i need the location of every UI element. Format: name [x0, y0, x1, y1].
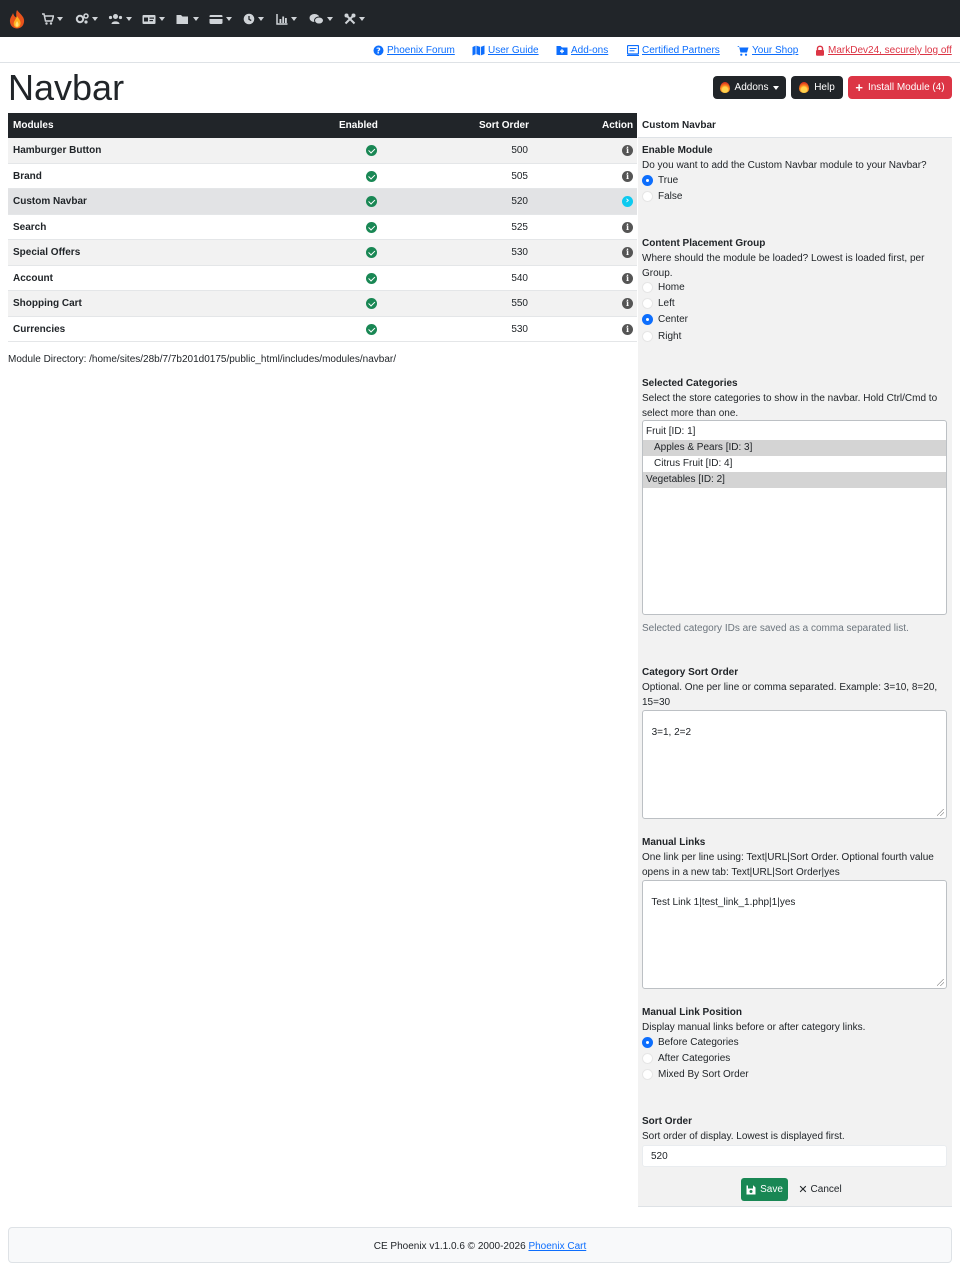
footer-copyright: CE Phoenix v1.1.0.6 © 2000-2026: [373, 1241, 526, 1252]
categories-help-text: Selected category IDs are saved as a comma separated list.: [642, 623, 909, 634]
certified-partners-link[interactable]: Certified Partners: [627, 45, 720, 56]
clock-icon: [243, 13, 255, 25]
category-sort-order-description-cont: 15=30: [642, 697, 671, 708]
selected-categories-description-cont: select more than one.: [642, 408, 739, 419]
check-circle-icon: [366, 196, 377, 207]
chevron-down-icon: [359, 17, 365, 21]
module-sort-order: 500: [511, 145, 528, 156]
manual-links-label: Manual Links: [642, 837, 706, 848]
category-option-selected[interactable]: Apples & Pears [ID: 3]: [643, 440, 946, 456]
radio-unchecked-icon: [642, 282, 653, 293]
category-sort-order-label: Category Sort Order: [642, 667, 739, 678]
info-circle-icon[interactable]: i: [622, 324, 633, 335]
selected-categories-label: Selected Categories: [642, 378, 738, 389]
module-name: Special Offers: [13, 247, 81, 258]
sort-order-input[interactable]: 520: [642, 1145, 947, 1167]
module-sort-order: 530: [511, 323, 528, 335]
info-circle-icon[interactable]: i: [622, 171, 633, 182]
module-sort-order: 505: [511, 170, 528, 182]
placement-left-radio[interactable]: Left: [642, 298, 675, 309]
link-position-mixed-radio[interactable]: Mixed By Sort Order: [642, 1069, 749, 1080]
cogs-icon: [75, 13, 89, 25]
cancel-button[interactable]: ✕ Cancel: [798, 1184, 842, 1196]
chevron-down-icon: [773, 86, 779, 90]
panel-divider: [638, 1206, 952, 1207]
lock-icon: [815, 45, 825, 56]
module-directory: Module Directory: /home/sites/28b/7/7b201d0175/public_html/includes/modules/navbar/: [8, 354, 397, 365]
tools-icon: [344, 13, 356, 25]
page-footer: [8, 1227, 952, 1263]
id-card-icon: [142, 14, 156, 25]
check-circle-icon: [366, 145, 377, 156]
category-option[interactable]: Citrus Fruit [ID: 4]: [654, 458, 733, 469]
column-header-sort-order: Sort Order: [479, 120, 530, 131]
save-button[interactable]: Save: [741, 1178, 788, 1201]
module-sort-order: 550: [511, 298, 528, 309]
comments-icon: [309, 13, 324, 25]
enable-module-description: Do you want to add the Custom Navbar module to your Navbar?: [642, 160, 927, 171]
folder-icon: [176, 14, 190, 25]
check-circle-icon: [366, 171, 377, 182]
check-circle-icon: [366, 324, 377, 335]
module-name: Account: [13, 272, 53, 284]
table-row-selected[interactable]: [8, 189, 637, 215]
table-row[interactable]: [8, 291, 637, 317]
info-circle-icon[interactable]: i: [622, 222, 633, 233]
radio-checked-icon: [642, 314, 653, 325]
cart-icon: [42, 13, 54, 25]
placement-right-radio[interactable]: Right: [642, 331, 681, 342]
table-row[interactable]: [8, 138, 637, 164]
floppy-disk-icon: [746, 1185, 756, 1195]
manual-links-description-cont: opens in a new tab: Text|URL|Sort Order|yes: [642, 867, 840, 878]
user-guide-link[interactable]: User Guide: [472, 45, 539, 56]
users-icon: [108, 13, 123, 25]
svg-text:?: ?: [376, 46, 381, 56]
addons-dropdown-button[interactable]: Addons: [713, 76, 786, 99]
module-name: Currencies: [13, 323, 66, 335]
history-menu[interactable]: [243, 11, 264, 27]
install-module-button[interactable]: + Install Module (4): [848, 76, 952, 99]
chevron-down-icon: [291, 17, 297, 21]
placement-group-label: Content Placement Group: [642, 238, 766, 249]
selected-categories-description: Select the store categories to show in the navbar. Hold Ctrl/Cmd to: [642, 393, 938, 404]
chevron-down-icon: [57, 17, 63, 21]
top-navbar: [0, 0, 960, 37]
module-name: Shopping Cart: [13, 298, 82, 309]
radio-unchecked-icon: [642, 298, 653, 309]
resize-handle-icon[interactable]: [937, 809, 944, 816]
info-circle-icon[interactable]: i: [622, 145, 633, 156]
manual-links-description: One link per line using: Text|URL|Sort Order. Optional fourth value: [642, 852, 934, 863]
module-sort-order: 540: [511, 272, 528, 284]
phoenix-forum-link[interactable]: ? Phoenix Forum: [373, 45, 455, 56]
resize-handle-icon[interactable]: [937, 979, 944, 986]
column-header-action: Action: [602, 120, 634, 131]
enable-false-radio[interactable]: False: [642, 191, 682, 202]
placement-group-description-cont: Group.: [642, 268, 673, 279]
manual-link-position-description: Display manual links before or after category links.: [642, 1022, 866, 1033]
radio-unchecked-icon: [642, 1069, 653, 1080]
help-button[interactable]: Help: [791, 76, 843, 99]
certificate-icon: [627, 45, 639, 56]
category-option-selected[interactable]: Vegetables [ID: 2]: [643, 472, 946, 488]
info-circle-icon[interactable]: i: [622, 273, 633, 284]
chevron-down-icon: [327, 17, 333, 21]
placement-group-description: Where should the module be loaded? Lowest is loaded first, per: [642, 253, 925, 264]
chevron-down-icon: [226, 17, 232, 21]
check-circle-icon: [366, 298, 377, 309]
column-header-modules: Modules: [13, 120, 54, 131]
module-name: Hamburger Button: [13, 145, 102, 156]
modules-table: [8, 113, 637, 342]
module-name: Brand: [13, 170, 42, 182]
question-circle-icon: [373, 45, 384, 56]
sort-order-label: Sort Order: [642, 1116, 693, 1127]
module-sort-order: 530: [511, 247, 528, 258]
placement-home-radio[interactable]: Home: [642, 282, 685, 293]
credit-card-icon: [209, 14, 223, 25]
chevron-down-icon: [126, 17, 132, 21]
table-header: [8, 113, 637, 138]
chevron-down-icon: [92, 17, 98, 21]
module-name: Search: [13, 221, 47, 233]
orders-menu[interactable]: [42, 11, 63, 27]
category-sort-order-description: Optional. One per line or comma separated. Example: 3=10, 8=20,: [642, 682, 938, 693]
reports-menu[interactable]: [276, 11, 297, 27]
check-circle-icon: [366, 273, 377, 284]
page-title: Navbar: [8, 67, 125, 108]
cart-icon: [737, 45, 749, 56]
module-sort-order: 520: [511, 196, 528, 207]
chevron-down-icon: [258, 17, 264, 21]
info-circle-icon[interactable]: i: [622, 298, 633, 309]
plus-icon: +: [855, 79, 863, 95]
radio-checked-icon: [642, 1037, 653, 1048]
category-option[interactable]: Fruit [ID: 1]: [646, 426, 696, 437]
chevron-circle-right-icon[interactable]: ›: [622, 196, 633, 207]
info-circle-icon[interactable]: i: [622, 247, 633, 258]
check-circle-icon: [366, 247, 377, 258]
radio-checked-icon: [642, 175, 653, 186]
payment-menu[interactable]: [209, 11, 232, 27]
link-position-after-radio[interactable]: After Categories: [642, 1053, 730, 1064]
chart-icon: [276, 13, 288, 25]
radio-unchecked-icon: [642, 331, 653, 342]
phoenix-flame-logo[interactable]: [8, 9, 26, 29]
customers-menu[interactable]: [108, 11, 132, 27]
category-sort-order-textarea[interactable]: 3=1, 2=2: [642, 710, 947, 819]
sort-order-description: Sort order of display. Lowest is displayed first.: [642, 1131, 845, 1142]
communication-menu[interactable]: [309, 11, 333, 27]
table-row[interactable]: [8, 266, 637, 292]
enable-true-radio[interactable]: True: [642, 175, 678, 186]
placement-center-radio[interactable]: Center: [642, 314, 688, 325]
add-ons-link[interactable]: Add-ons: [556, 45, 608, 56]
table-row[interactable]: [8, 317, 637, 343]
configuration-menu[interactable]: [75, 11, 98, 27]
module-name: Custom Navbar: [13, 196, 87, 207]
phoenix-cart-link[interactable]: Phoenix Cart: [528, 1241, 587, 1252]
link-position-before-radio[interactable]: Before Categories: [642, 1037, 739, 1048]
categories-multiselect[interactable]: [642, 420, 947, 615]
check-circle-icon: [366, 222, 377, 233]
radio-unchecked-icon: [642, 191, 653, 202]
map-icon: [472, 45, 485, 56]
manual-link-position-label: Manual Link Position: [642, 1007, 743, 1018]
close-icon: ✕: [798, 1184, 808, 1196]
module-sort-order: 525: [511, 221, 528, 233]
radio-unchecked-icon: [642, 1053, 653, 1064]
column-header-enabled: Enabled: [339, 120, 378, 131]
files-menu[interactable]: [176, 11, 199, 27]
log-off-link[interactable]: MarkDev24, securely log off: [815, 45, 952, 56]
enable-module-label: Enable Module: [642, 145, 713, 156]
your-shop-link[interactable]: Your Shop: [737, 45, 798, 56]
folder-plus-icon: [556, 45, 568, 56]
table-row[interactable]: [8, 164, 637, 190]
chevron-down-icon: [159, 17, 165, 21]
chevron-down-icon: [193, 17, 199, 21]
phoenix-flame-icon: [720, 82, 730, 93]
table-row[interactable]: [8, 240, 637, 266]
secondary-link-bar: [0, 37, 960, 63]
panel-title: Custom Navbar: [638, 113, 952, 138]
manual-links-textarea[interactable]: Test Link 1|test_link_1.php|1|yes: [642, 880, 947, 989]
catalog-menu[interactable]: [142, 11, 165, 27]
tools-menu[interactable]: [344, 11, 365, 27]
table-row[interactable]: [8, 215, 637, 241]
phoenix-flame-icon: [799, 82, 809, 93]
